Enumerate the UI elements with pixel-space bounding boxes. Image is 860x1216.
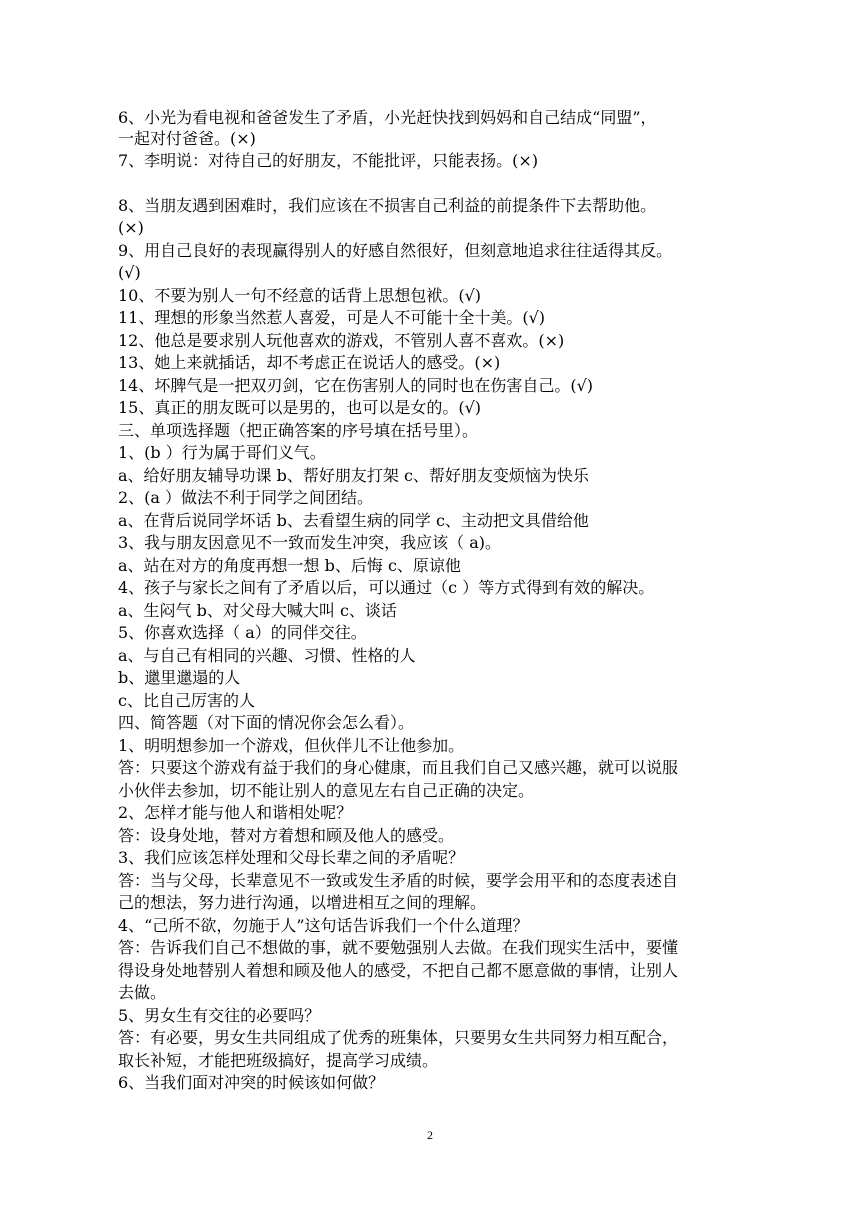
text-line: a、给好朋友辅导功课 b、帮好朋友打架 c、帮好朋友变烦恼为快乐	[118, 466, 589, 485]
text-line: a、站在对方的角度再想一想 b、后悔 c、原谅他	[118, 556, 461, 575]
text-line: 答：告诉我们自己不想做的事，就不要勉强别人去做。在我们现实生活中，要懂	[118, 938, 679, 957]
text-line: 4、孩子与家长之间有了矛盾以后，可以通过（c ）等方式得到有效的解决。	[118, 578, 655, 597]
text-line: 11、理想的形象当然惹人喜爱，可是人不可能十全十美。(√)	[118, 308, 546, 327]
text-line: a、与自己有相同的兴趣、习惯、性格的人	[118, 646, 416, 665]
text-line: 答：只要这个游戏有益于我们的身心健康，而且我们自己又感兴趣，就可以说服	[118, 758, 679, 777]
text-line: 得设身处地替别人着想和顾及他人的感受，不把自己都不愿意做的事情，让别人	[118, 961, 679, 980]
text-line: a、生闷气 b、对父母大喊大叫 c、谈话	[118, 601, 397, 620]
text-line: 14、坏脾气是一把双刃剑，它在伤害别人的同时也在伤害自己。(√)	[118, 376, 594, 395]
text-line: 12、他总是要求别人玩他喜欢的游戏，不管别人喜不喜欢。(×)	[118, 331, 565, 350]
text-line: 3、我们应该怎样处理和父母长辈之间的矛盾呢？	[118, 848, 465, 867]
text-line: b、邋里邋遢的人	[118, 668, 241, 687]
text-line: 4、“己所不欲，勿施于人”这句话告诉我们一个什么道理？	[118, 916, 529, 935]
text-line: 13、她上来就插话，却不考虑正在说话人的感受。(×)	[118, 353, 501, 372]
text-line: 己的想法，努力进行沟通，以增进相互之间的理解。	[118, 893, 487, 912]
text-line: (√)	[118, 263, 141, 282]
text-line: 15、真正的朋友既可以是男的，也可以是女的。(√)	[118, 398, 482, 417]
text-line: 2、怎样才能与他人和谐相处呢？	[118, 803, 353, 822]
text-line: 去做。	[118, 983, 167, 1002]
text-line: 3、我与朋友因意见不一致而发生冲突，我应该（ a)。	[118, 533, 502, 552]
page-number: 2	[427, 1128, 433, 1142]
text-line: 2、(a ）做法不利于同学之间团结。	[118, 488, 374, 507]
section-heading: 三、单项选择题（把正确答案的序号填在括号里）。	[118, 421, 479, 440]
text-line: 6、小光为看电视和爸爸发生了矛盾，小光赶快找到妈妈和自己结成“同盟”，	[118, 108, 657, 127]
text-line: (×)	[118, 218, 144, 237]
text-line: 取长补短，才能把班级搞好，提高学习成绩。	[118, 1051, 439, 1070]
text-line: 一起对付爸爸。(×)	[118, 129, 256, 148]
text-line: 5、男女生有交往的必要吗？	[118, 1006, 321, 1025]
text-line: 1、(b ）行为属于哥们义气。	[118, 443, 326, 462]
text-line: 小伙伴去参加，切不能让别人的意见左右自己正确的决定。	[118, 781, 535, 800]
text-line: 答：当与父母，长辈意见不一致或发生矛盾的时候，要学会用平和的态度表述自	[118, 871, 679, 890]
text-line: 5、你喜欢选择（ a）的同伴交往。	[118, 623, 367, 642]
text-line: 9、用自己良好的表现赢得别人的好感自然很好，但刻意地追求往往适得其反。	[118, 241, 673, 260]
text-line: a、在背后说同学坏话 b、去看望生病的同学 c、主动把文具借给他	[118, 511, 589, 530]
text-line: 答：设身处地，替对方着想和顾及他人的感受。	[118, 826, 455, 845]
text-line: c、比自己厉害的人	[118, 691, 255, 710]
text-line: 6、当我们面对冲突的时候该如何做？	[118, 1073, 385, 1092]
text-line: 8、当朋友遇到困难时，我们应该在不损害自己利益的前提条件下去帮助他。	[118, 196, 657, 215]
text-line: 10、不要为别人一句不经意的话背上思想包袱。(√)	[118, 286, 482, 305]
text-line: 7、李明说：对待自己的好朋友，不能批评，只能表扬。(×)	[118, 151, 539, 170]
section-heading: 四、简答题（对下面的情况你会怎么看）。	[118, 713, 415, 732]
text-line: 1、明明想参加一个游戏，但伙伴儿不让他参加。	[118, 736, 465, 755]
text-line: 答：有必要，男女生共同组成了优秀的班集体，只要男女生共同努力相互配合，	[118, 1028, 679, 1047]
